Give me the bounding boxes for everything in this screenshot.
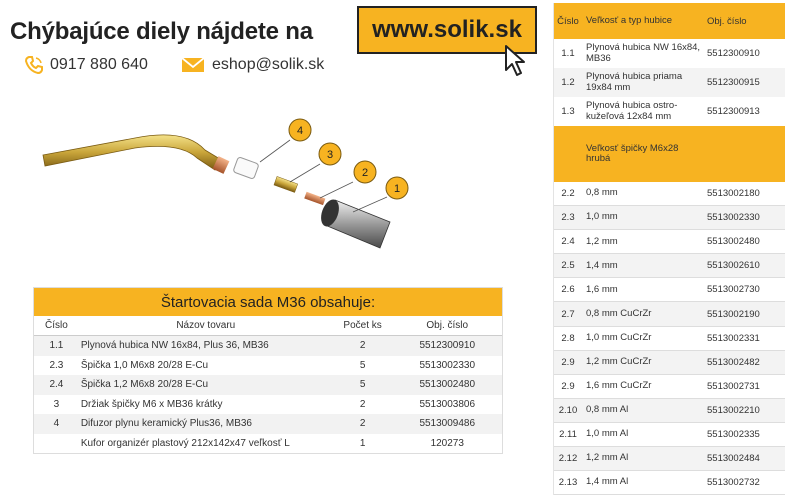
kit-cell-order: 5513009486	[419, 418, 476, 430]
parts-cell-type: 1,0 mm CuCrZr	[586, 331, 652, 343]
parts-cell-number: 2.9	[561, 380, 575, 392]
callout-3	[319, 143, 341, 165]
kit-body	[34, 336, 502, 453]
kit-col-qty: Počet ks	[343, 320, 382, 331]
table-row	[554, 182, 785, 206]
parts-col-order: Obj. číslo	[707, 15, 747, 27]
tip-subheader-label: Veľkosť špičky M6x28 hrubá	[586, 142, 679, 164]
table-row	[554, 302, 785, 326]
parts-cell-type: 1,6 mm CuCrZr	[586, 380, 652, 392]
kit-cell-number: 3	[53, 398, 60, 410]
parts-cell-order: 5513002484	[707, 453, 760, 465]
parts-col-type: Veľkosť a typ hubice	[586, 14, 673, 26]
parts-cell-order: 5513002190	[707, 308, 760, 320]
parts-cell-number: 2.12	[558, 453, 578, 465]
parts-cell-number: 2.9	[561, 356, 575, 368]
kit-cell-number: 1.1	[49, 340, 64, 352]
email-contact[interactable]	[180, 55, 324, 75]
parts-cell-order: 5513002180	[707, 188, 760, 200]
parts-cell-number: 2.11	[559, 428, 577, 440]
kit-cell-name: Špička 1,0 M6x8 20/28 E-Cu	[80, 359, 209, 371]
parts-cell-type: 0,8 mm Al	[586, 404, 629, 416]
parts-cell-type: 0,8 mm	[586, 187, 618, 199]
callout-label: 3	[326, 149, 334, 161]
gas-nozzle-part	[318, 197, 390, 248]
callout-2	[354, 161, 376, 183]
callout-1	[386, 177, 408, 199]
kit-cell-order: 120273	[430, 437, 464, 449]
kit-cell-order: 5513002480	[419, 379, 476, 391]
kit-cell-qty: 2	[359, 418, 366, 430]
parts-cell-type: Plynová hubica priama 19x84 mm	[586, 71, 683, 93]
parts-cell-number: 2.5	[561, 260, 575, 272]
parts-cell-number: 2.10	[558, 404, 578, 416]
table-row	[34, 434, 502, 454]
table-row	[554, 375, 785, 399]
table-row	[554, 39, 785, 68]
table-row	[34, 414, 502, 434]
parts-col-number: Číslo	[557, 15, 579, 27]
callout-label: 1	[393, 183, 401, 195]
parts-cell-order: 5512300915	[707, 77, 760, 88]
parts-cell-order: 5513002730	[707, 284, 760, 296]
parts-cell-type: Plynová hubica NW 16x84, MB36	[586, 42, 701, 64]
parts-cell-number: 1.3	[561, 106, 575, 117]
parts-cell-type: 1,4 mm Al	[586, 476, 629, 488]
tip-rows	[554, 182, 785, 495]
parts-cell-number: 2.13	[558, 477, 578, 489]
email-address[interactable]: eshop@solik.sk	[212, 56, 325, 73]
parts-header-row	[554, 3, 785, 39]
table-row	[554, 206, 785, 230]
parts-cell-type: 1,2 mm	[586, 235, 618, 247]
kit-cell-qty: 2	[359, 340, 366, 352]
callout-label: 2	[361, 167, 369, 179]
callout-label: 4	[296, 125, 304, 137]
kit-cell-qty: 1	[359, 437, 366, 449]
torch-neck	[43, 135, 229, 174]
table-row	[554, 230, 785, 254]
parts-cell-order: 5513002610	[707, 260, 760, 272]
parts-cell-type: 1,2 mm CuCrZr	[586, 355, 652, 367]
parts-cell-order: 5513002330	[707, 212, 760, 224]
nozzle-rows	[554, 39, 785, 126]
kit-cell-qty: 5	[359, 379, 366, 391]
parts-table	[553, 3, 785, 495]
parts-cell-order: 5513002331	[707, 332, 760, 344]
parts-cell-order: 5513002210	[707, 404, 760, 416]
kit-col-order: Obj. číslo	[426, 320, 469, 331]
parts-cell-number: 2.8	[561, 332, 575, 344]
table-row	[554, 254, 785, 278]
kit-cell-name: Plynová hubica NW 16x84, Plus 36, MB36	[80, 340, 269, 352]
table-row	[554, 471, 785, 495]
kit-cell-name: Difuzor plynu keramický Plus36, MB36	[80, 418, 252, 430]
phone-icon	[24, 55, 44, 75]
table-row	[34, 356, 502, 376]
kit-col-number: Číslo	[45, 320, 68, 331]
kit-cell-number: 2.4	[49, 379, 64, 391]
kit-cell-order: 5513003806	[419, 398, 476, 410]
parts-cell-type: 1,0 mm Al	[586, 428, 629, 440]
callout-4	[289, 119, 311, 141]
parts-cell-number: 2.7	[561, 308, 575, 320]
parts-cell-order: 5513002335	[707, 428, 760, 440]
table-row	[554, 327, 785, 351]
parts-cell-type: 1,2 mm Al	[586, 452, 629, 464]
kit-cell-order: 5512300910	[419, 340, 476, 352]
phone-contact[interactable]	[24, 55, 148, 75]
parts-cell-number: 2.2	[561, 188, 575, 200]
torch-diagram	[35, 100, 415, 270]
kit-cell-name: Kufor organizér plastový 212x142x47 veľkosť L	[80, 437, 290, 449]
table-row	[554, 97, 785, 126]
parts-cell-number: 2.6	[561, 284, 575, 296]
table-row	[34, 395, 502, 415]
parts-cell-number: 2.4	[561, 236, 575, 248]
parts-cell-type: 1,0 mm	[586, 211, 618, 223]
table-row	[554, 399, 785, 423]
parts-cell-order: 5513002482	[707, 356, 760, 368]
kit-cell-number: 2.3	[49, 359, 64, 371]
kit-title: Štartovacia sada M36 obsahuje:	[34, 288, 502, 316]
parts-cell-type: 1,4 mm	[586, 259, 618, 271]
cursor-icon	[502, 44, 532, 78]
table-row	[554, 423, 785, 447]
parts-cell-number: 1.1	[561, 48, 575, 59]
parts-cell-order: 5512300910	[707, 48, 760, 59]
tip-subheader	[554, 126, 785, 182]
kit-header-row	[34, 316, 502, 336]
kit-cell-number: 4	[53, 418, 60, 430]
table-row	[34, 336, 502, 356]
table-row	[554, 278, 785, 302]
diffuser-part	[233, 157, 259, 180]
parts-cell-type: 1,6 mm	[586, 283, 618, 295]
kit-cell-qty: 2	[359, 398, 366, 410]
header-title: Chýbajúce diely nájdete na	[10, 18, 313, 45]
phone-number[interactable]: 0917 880 640	[50, 56, 148, 73]
table-row	[554, 68, 785, 97]
parts-cell-order: 5513002732	[707, 477, 760, 489]
parts-cell-order: 5512300913	[707, 106, 760, 117]
kit-cell-order: 5513002330	[419, 359, 476, 371]
kit-col-name: Názov tovaru	[176, 320, 236, 331]
website-url[interactable]: www.solik.sk	[372, 16, 522, 43]
parts-cell-number: 1.2	[561, 77, 575, 88]
parts-cell-order: 5513002480	[707, 236, 760, 248]
kit-cell-name: Špička 1,2 M6x8 20/28 E-Cu	[80, 379, 209, 391]
parts-cell-type: 0,8 mm CuCrZr	[586, 307, 652, 319]
kit-cell-qty: 5	[359, 359, 366, 371]
parts-cell-number: 2.3	[561, 212, 575, 224]
table-row	[554, 351, 785, 375]
parts-cell-order: 5513002731	[707, 380, 760, 392]
contact-tip-part	[304, 192, 325, 205]
tip-holder-part	[274, 176, 298, 192]
table-row	[554, 447, 785, 471]
kit-cell-name: Držiak špičky M6 x MB36 krátky	[80, 398, 223, 410]
table-row	[34, 375, 502, 395]
parts-cell-type: Plynová hubica ostro-kužeľová 12x84 mm	[586, 100, 678, 122]
starter-kit-table	[33, 287, 503, 454]
email-icon	[180, 55, 206, 75]
